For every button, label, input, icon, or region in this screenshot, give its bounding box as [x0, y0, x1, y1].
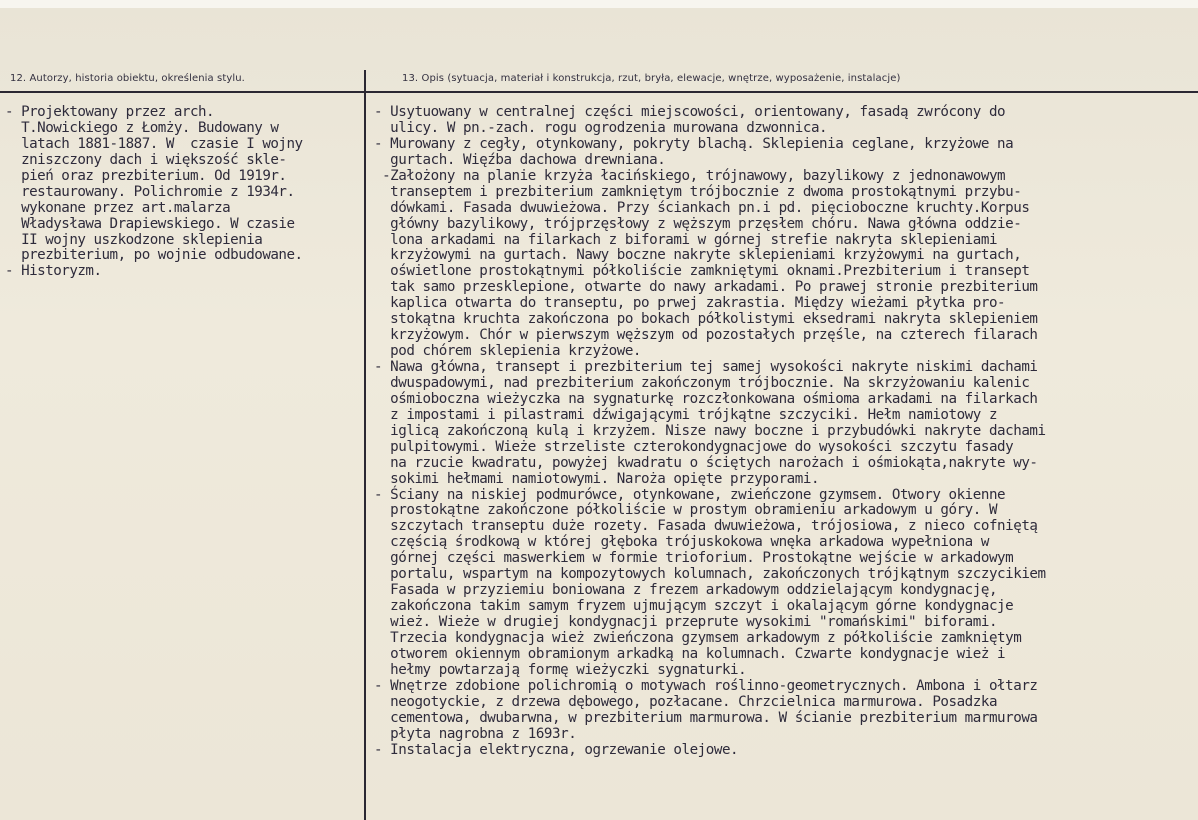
right-column-text-line: -Założony na planie krzyża łacińskiego, trójnawowy, bazylikowy z jednonawowym — [374, 167, 1006, 184]
left-column-text-line: Władysława Drapiewskiego. W czasie — [5, 215, 295, 232]
right-column-text-line: - Wnętrze zdobione polichromią o motywach roślinno-geometrycznych. Ambona i ołtarz — [374, 677, 1038, 694]
right-column-text-line: portalu, wspartym na kompozytowych kolumnach, zakończonych trójkątnym szczycikiem — [374, 566, 1046, 583]
right-column-text-line: Fasada w przyziemiu boniowana z frezem arkadowym oddzielającym kondygnację, — [374, 582, 998, 599]
left-column-text-line: II wojny uszkodzone sklepienia — [5, 231, 263, 248]
description-column — [374, 105, 1192, 758]
header-divider-line — [0, 91, 1198, 93]
right-column-text-line: górnej części maswerkiem w formie trioforium. Prostokątne wejście w arkadowym — [374, 550, 1014, 567]
right-column-text-line: szczytach transeptu duże rozety. Fasada dwuwieżowa, trójosiowa, z nieco cofniętą — [374, 518, 1038, 535]
right-column-text-line: zakończona takim samym fryzem ujmującym szczyt i okalającym górne kondygnacje — [374, 598, 1014, 615]
right-column-text-line: sokimi hełmami namiotowymi. Naroża opięte przyporami. — [374, 470, 820, 487]
left-column-text-line: zniszczony dach i większość skle- — [5, 151, 287, 168]
right-column-text-line: pulpitowymi. Wieże strzeliste czterokondygnacjowe do wysokości szczytu fasady — [374, 438, 1014, 455]
right-column-text-line: na rzucie kwadratu, powyżej kwadratu o ściętych narożach i ośmiokąta,nakryte wy- — [374, 454, 1038, 471]
right-column-text-line: dówkami. Fasada dwuwieżowa. Przy ściankach pn.i pd. pięcioboczne kruchty.Korpus — [374, 199, 1030, 216]
left-column-text-line: T.Nowickiego z Łomży. Budowany w — [5, 119, 279, 136]
left-column-text-line: latach 1881-1887. W czasie I wojny — [5, 135, 303, 152]
right-column-text-line: - Nawa główna, transept i prezbiterium tej samej wysokości nakryte niskimi dachami — [374, 359, 1038, 375]
right-column-text-line: główny bazylikowy, trójprzęsłowy z węższym przęsłem chóru. Nawa główna oddzie- — [374, 215, 1022, 232]
right-column-text-line: ulicy. W pn.-zach. rogu ogrodzenia murowana dzwonnica. — [374, 119, 828, 136]
right-column-text-line: - Ściany na niskiej podmurówce, otynkowane, zwieńczone gzymsem. Otwory okienne — [374, 486, 1006, 503]
right-column-text-line: stokątna kruchta zakończona po bokach półkolistymi eksedrami nakryta sklepieniem — [374, 311, 1038, 328]
column-divider-line — [364, 70, 366, 820]
section-12-header: 12. Autorzy, historia obiektu, określenia stylu. — [10, 73, 245, 84]
right-column-text-line: oświetlone prostokątnymi półkoliście zamkniętymi oknami.Prezbiterium i transept — [374, 263, 1030, 280]
right-column-text-line: - Usytuowany w centralnej części miejscowości, orientowany, fasadą zwrócony do — [374, 104, 1006, 120]
right-column-text-line: iglicą zakończoną kulą i krzyżem. Nisze nawy boczne i przybudówki nakryte dachami — [374, 422, 1046, 439]
right-column-text-line: ośmioboczna wieżyczka na sygnaturkę rozczłonkowana ośmioma arkadami na filarkach — [374, 390, 1038, 407]
right-column-text-line: tak samo przesklepione, otwarte do nawy arkadami. Po prawej stronie prezbiterium — [374, 279, 1038, 296]
right-column-text-line: gurtach. Więźba dachowa drewniana. — [374, 151, 666, 168]
right-column-text-line: kaplica otwarta do transeptu, po prwej zakrastia. Między wieżami płytka pro- — [374, 295, 1006, 312]
right-column-text-line: częścią środkową w której głęboka trójuskokowa wnęka arkadowa wypełniona w — [374, 534, 989, 551]
right-column-text-line: z impostami i pilastrami dźwigającymi trójkątne szczyciki. Hełm namiotowy z — [374, 406, 998, 423]
right-column-text-line: prostokątne zakończone półkoliście w prostym obramieniu arkadowym u góry. W — [374, 502, 998, 519]
right-column-text-line: otworem okiennym obramionym arkadką na kolumnach. Czwarte kondygnacje wież i — [374, 645, 1006, 662]
left-column-text-line: - Historyzm. — [5, 263, 102, 280]
right-column-text-line: - Murowany z cegły, otynkowany, pokryty blachą. Sklepienia ceglane, krzyżowe na — [374, 135, 1014, 152]
section-13-header: 13. Opis (sytuacja, materiał i konstrukcja, rzut, bryła, elewacje, wnętrze, wyposażenie, instalacje) — [402, 73, 901, 84]
right-column-text-line: wież. Wieże w drugiej kondygnacji przeprute wysokimi "romańskimi" biforami. — [374, 614, 998, 630]
right-column-text-line: krzyżowymi na gurtach. Nawy boczne nakryte sklepieniami krzyżowymi na gurtach, — [374, 247, 1022, 264]
left-column-text-line: wykonane przez art.malarza — [5, 199, 231, 216]
authors-history-style-column — [5, 105, 357, 280]
right-column-text-line: transeptem i prezbiterium zamkniętym trójbocznie z dwoma prostokątnymi przybu- — [374, 183, 1022, 200]
left-column-text-line: - Projektowany przez arch. — [5, 104, 215, 120]
left-column-text-line: pień oraz prezbiterium. Od 1919r. — [5, 167, 287, 184]
right-column-text-line: cementowa, dwubarwna, w prezbiterium marmurowa. W ścianie prezbiterium marmurowa — [374, 709, 1038, 726]
right-column-text-line: dwuspadowymi, nad prezbiterium zakończonym trójbocznie. Na skrzyżowaniu kalenic — [374, 374, 1030, 391]
page-top-edge — [0, 0, 1198, 8]
right-column-text-line: - Instalacja elektryczna, ogrzewanie olejowe. — [374, 741, 739, 758]
left-column-text-line: prezbiterium, po wojnie odbudowane. — [5, 247, 303, 264]
right-column-text-line: płyta nagrobna z 1693r. — [374, 725, 577, 742]
left-column-text-line: restaurowany. Polichromie z 1934r. — [5, 183, 295, 200]
right-column-text-line: neogotyckie, z drzewa dębowego, pozłacane. Chrzcielnica marmurowa. Posadzka — [374, 693, 998, 710]
right-column-text-line: pod chórem sklepienia krzyżowe. — [374, 343, 642, 360]
right-column-text-line: krzyżowym. Chór w pierwszym węższym od pozostałych przęśle, na czterech filarach — [374, 327, 1038, 344]
right-column-text-line: lona arkadami na filarkach z biforami w górnej strefie nakryta sklepieniami — [374, 231, 998, 248]
right-column-text-line: Trzecia kondygnacja wież zwieńczona gzymsem arkadowym z półkoliście zamkniętym — [374, 629, 1022, 646]
right-column-text-line: hełmy powtarzają formę wieżyczki sygnaturki. — [374, 661, 747, 678]
